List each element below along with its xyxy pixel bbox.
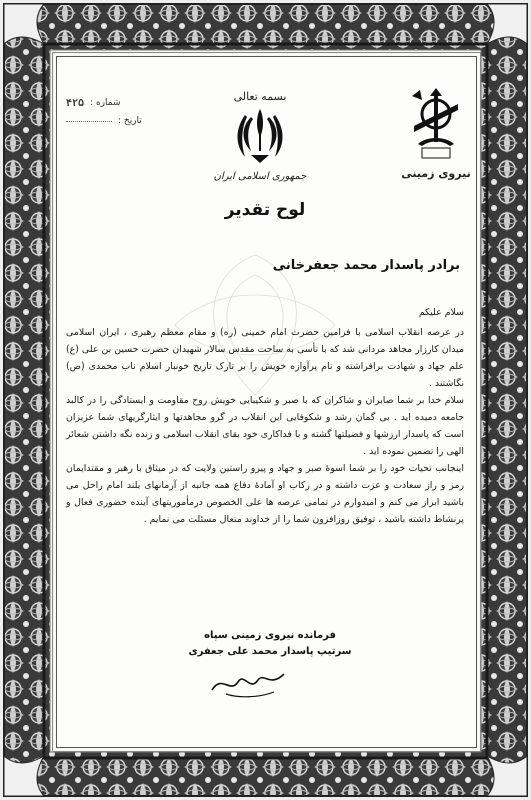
commander-name: سرتیپ پاسدار محمد علی جعفری — [188, 646, 352, 657]
signature-block — [120, 630, 420, 657]
iran-emblem-icon — [237, 107, 283, 165]
greeting-text: سلام علیکم — [418, 307, 464, 318]
body-paragraph: اینجانب تحیات خود را بر شما اسوهٔ صبر و جهاد و پیرو راستین ولایت که در میثاق با رهبر و مقتدایمان رمز و راز سعادت و عزت داشته و در رکاب او آمادهٔ دفاع همه جانبه از آرمانهای بلند امام راحل می باشید ابراز می کنم و امیدوارم در تمامی عرصه ها علی الخصوص درمأموریتهای آینده حضوری فعال و پرنشاط داشته باشید ، توفیق روزافزون شما را از خداوند متعال مسئلت می نمایم . — [66, 463, 464, 525]
recipient-name: برادر پاسدار محمد جعفرخانی — [272, 258, 460, 273]
republic-name: جمهوری اسلامی ایران — [213, 171, 307, 182]
irgc-ground-force-logo-icon — [408, 86, 464, 164]
date-label: تاریخ : — [118, 116, 142, 126]
reference-block — [66, 94, 176, 130]
number-label: شماره : — [90, 98, 121, 108]
bismillah-text: بسمه تعالی — [233, 90, 287, 103]
certificate-body — [66, 304, 464, 528]
date-blank-line — [66, 121, 112, 122]
body-paragraph: سلام خدا بر شما صابران و شاکران که با صبر و شکیبایی خویش روح مقاومت و ایستادگی را در کالبد جامعه دمیده اید . بی گمان رشد و شکوفایی این انقلاب در گرو مجاهدتها و ایثارگریهای شما عزیزان است که پاسدار ارزشها و فضیلتها گشته و با فداکاری خود بقای انقلاب اسلامی و زنده نگه داشتن شعائر الهی را تضمین نموده اید . — [66, 395, 464, 457]
handwritten-signature — [208, 664, 288, 700]
header-center — [205, 90, 315, 182]
commander-title: فرمانده نیروی زمینی سپاه — [204, 630, 336, 641]
unit-label: نیروی زمینی — [401, 167, 471, 180]
certificate-title: لوح تقدیر — [224, 200, 306, 220]
number-value: ۴۲۵ — [66, 97, 85, 109]
body-paragraph: در عرصه انقلاب اسلامی با فرامین حضرت امام خمینی (ره) و مقام معظم رهبری ، ایران اسلامی میدان کارزار مجاهد مردانی شد که با تأسی به ساحت مقدس سالار شهیدان حضرت حسین بن علی (ع) علم جهاد و شهادت برافراشته و نام پرآوازه خویش را بر تارک تاریخ خونبار اسلام ناب محمدی (ص) نگاشتند . — [66, 327, 464, 389]
